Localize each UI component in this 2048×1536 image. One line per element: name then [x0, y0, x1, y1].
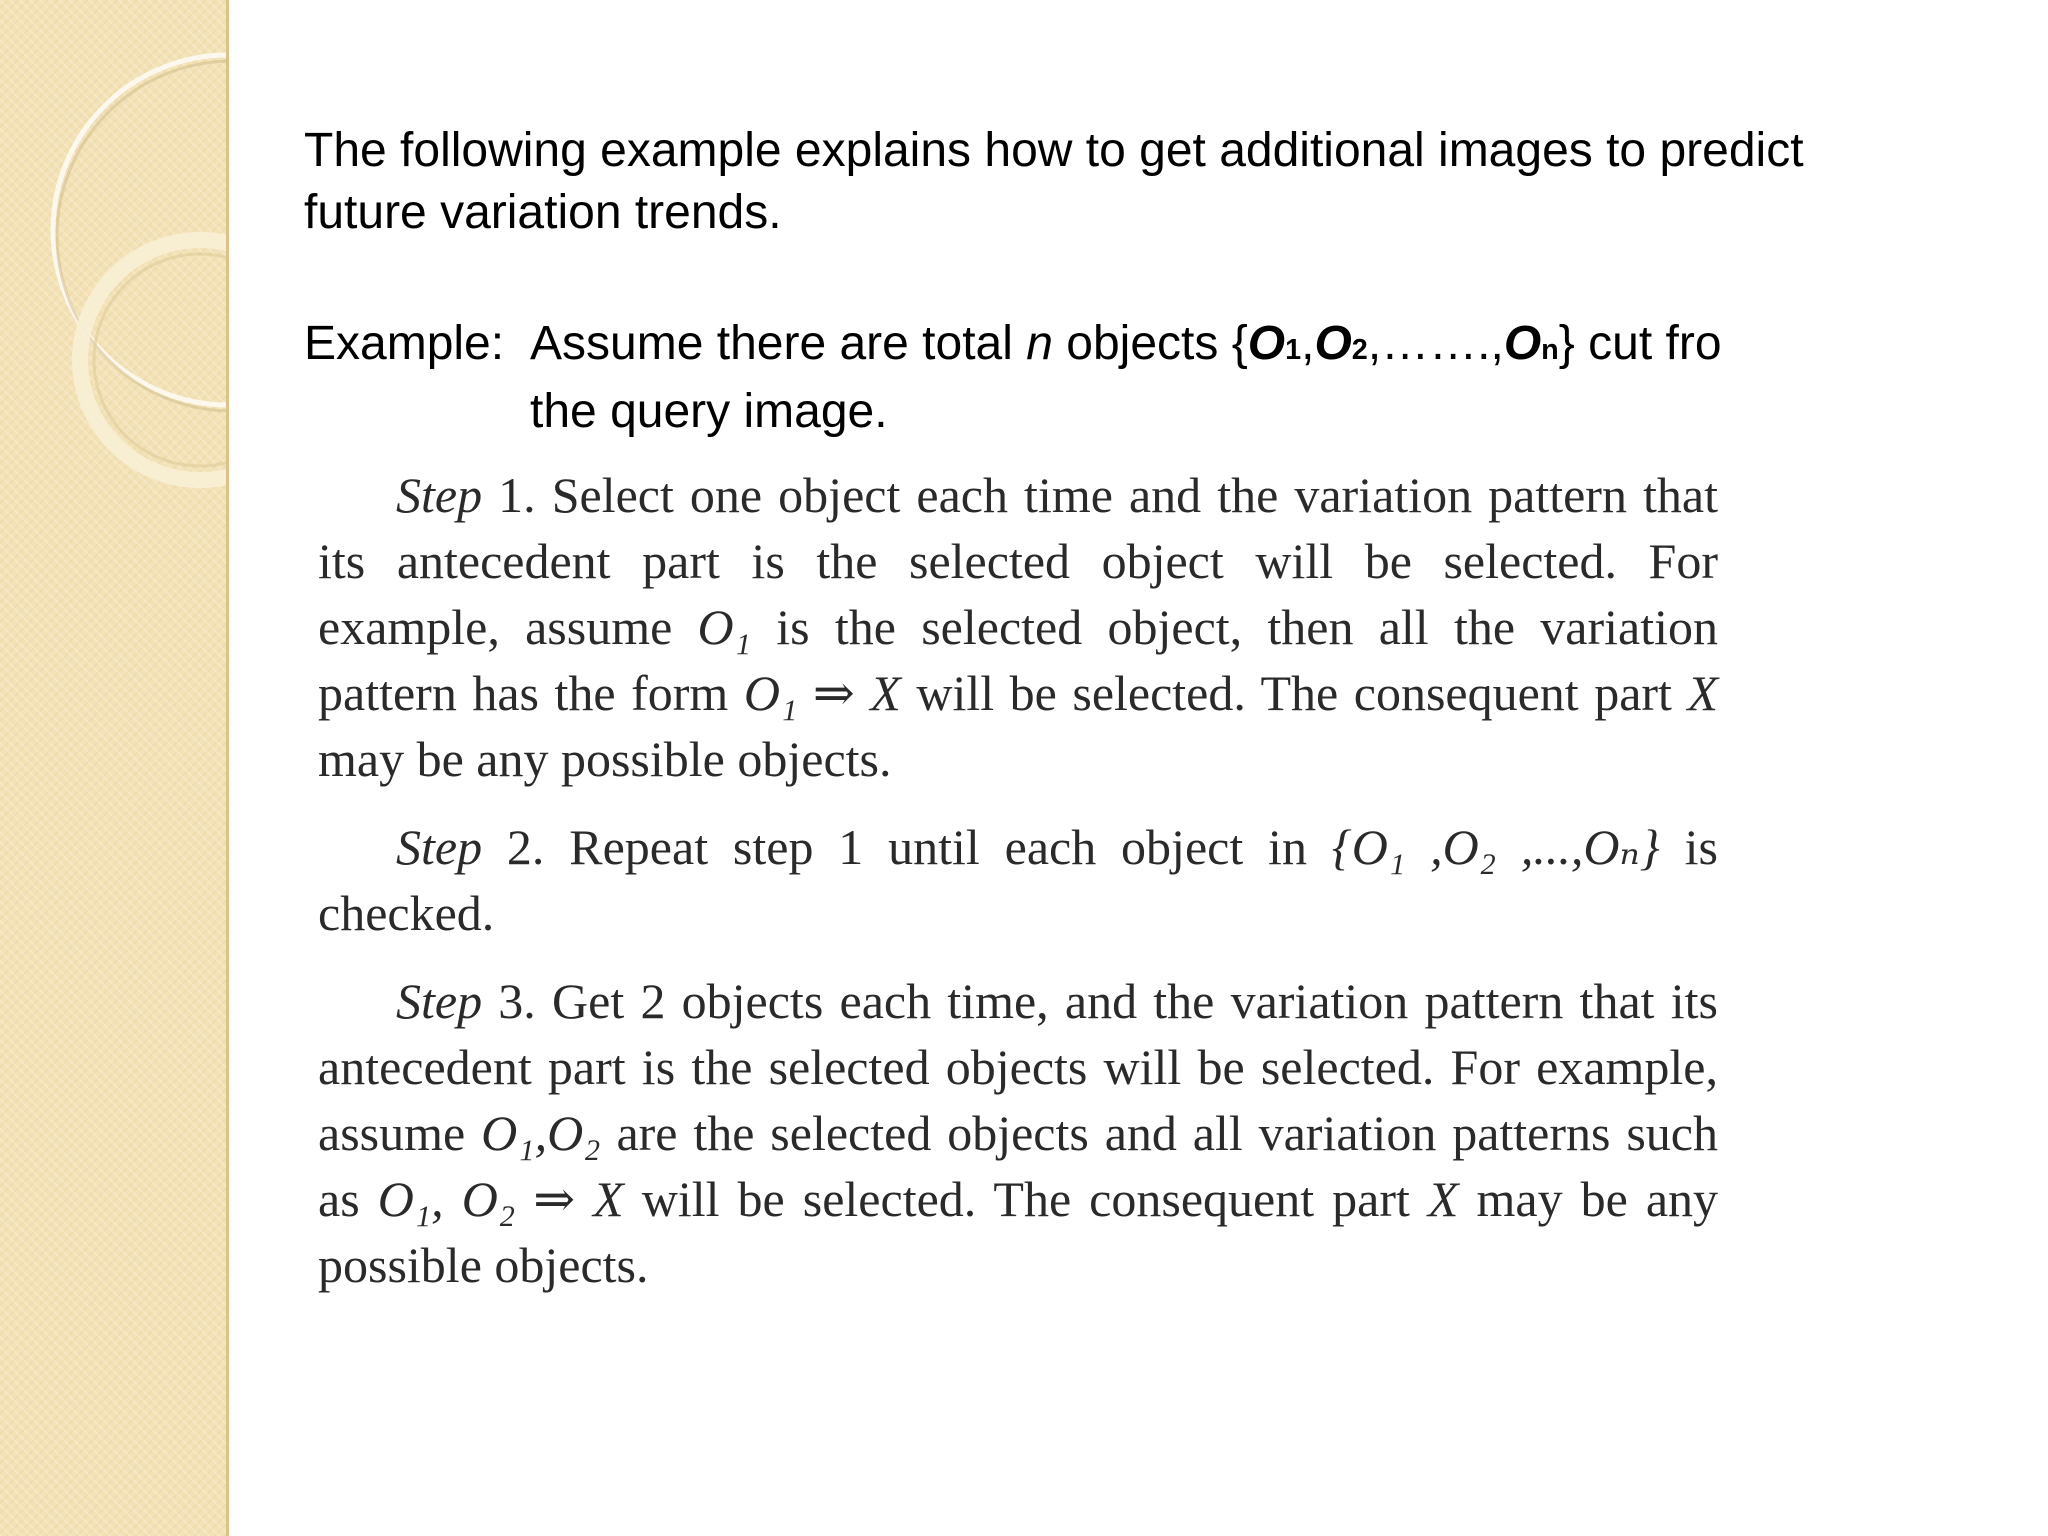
object-o1: O1: [1247, 317, 1302, 370]
step-text: may be any possible objects.: [318, 1171, 1719, 1293]
example-label: Example:: [304, 317, 505, 370]
step-text: 1. Select one object each time and the variation pattern that its antecedent part is the selected object will be selected. For example, assume: [318, 467, 1718, 655]
step-text: is the selected object, then all the variation pattern has the form: [318, 599, 1718, 721]
step-3: [318, 968, 1718, 1298]
math-expr: O₁: [697, 599, 752, 655]
decorative-sidebar: [0, 0, 226, 1536]
step-text: 2. Repeat step 1 until each object in: [482, 819, 1332, 875]
steps-excerpt: [318, 462, 1718, 1320]
comma: ,: [1301, 317, 1315, 370]
step-text: 3. Get 2 objects each time, and the variation pattern that its antecedent part is the selected objects will be selected. For example, assume: [318, 973, 1718, 1161]
example-pre: Assume there are total: [530, 317, 1027, 370]
step-label: Step: [396, 973, 483, 1029]
example-objects-text: objects {: [1052, 317, 1248, 370]
step-label: Step: [396, 467, 483, 523]
ellipsis: ,…….,: [1367, 317, 1504, 370]
object-o2: O2: [1314, 317, 1368, 370]
math-expr: O₁,O₂: [481, 1105, 601, 1161]
math-expr: X: [1427, 1171, 1459, 1227]
step-text: is checked.: [318, 819, 1718, 941]
step-1: [318, 462, 1718, 792]
sidebar-edge: [226, 0, 229, 1536]
math-expr: {O₁ ,O₂ ,...,Oₙ}: [1331, 819, 1660, 875]
object-on: On: [1503, 317, 1559, 370]
example-post: } cut fro: [1558, 317, 1722, 370]
step-text: will be selected. The consequent part: [623, 1171, 1428, 1227]
step-text: are the selected objects and all variation patterns such as: [318, 1105, 1718, 1227]
math-expr: X: [1687, 665, 1719, 721]
example-line2: the query image.: [530, 385, 888, 438]
decorative-rings: [0, 0, 226, 1536]
math-expr: O₁ ⇒ X: [743, 665, 901, 721]
example-n: n: [1026, 317, 1053, 370]
intro-paragraph: The following example explains how to get additional images to predict future variation trends.: [304, 124, 1804, 239]
math-expr: O₁, O₂ ⇒ X: [377, 1171, 624, 1227]
step-text: will be selected. The consequent part: [900, 665, 1688, 721]
step-text: may be any possible objects.: [318, 731, 892, 787]
step-2: [318, 814, 1718, 946]
ring-small: [80, 240, 226, 480]
step-label: Step: [396, 819, 483, 875]
example-body: [530, 313, 1890, 443]
